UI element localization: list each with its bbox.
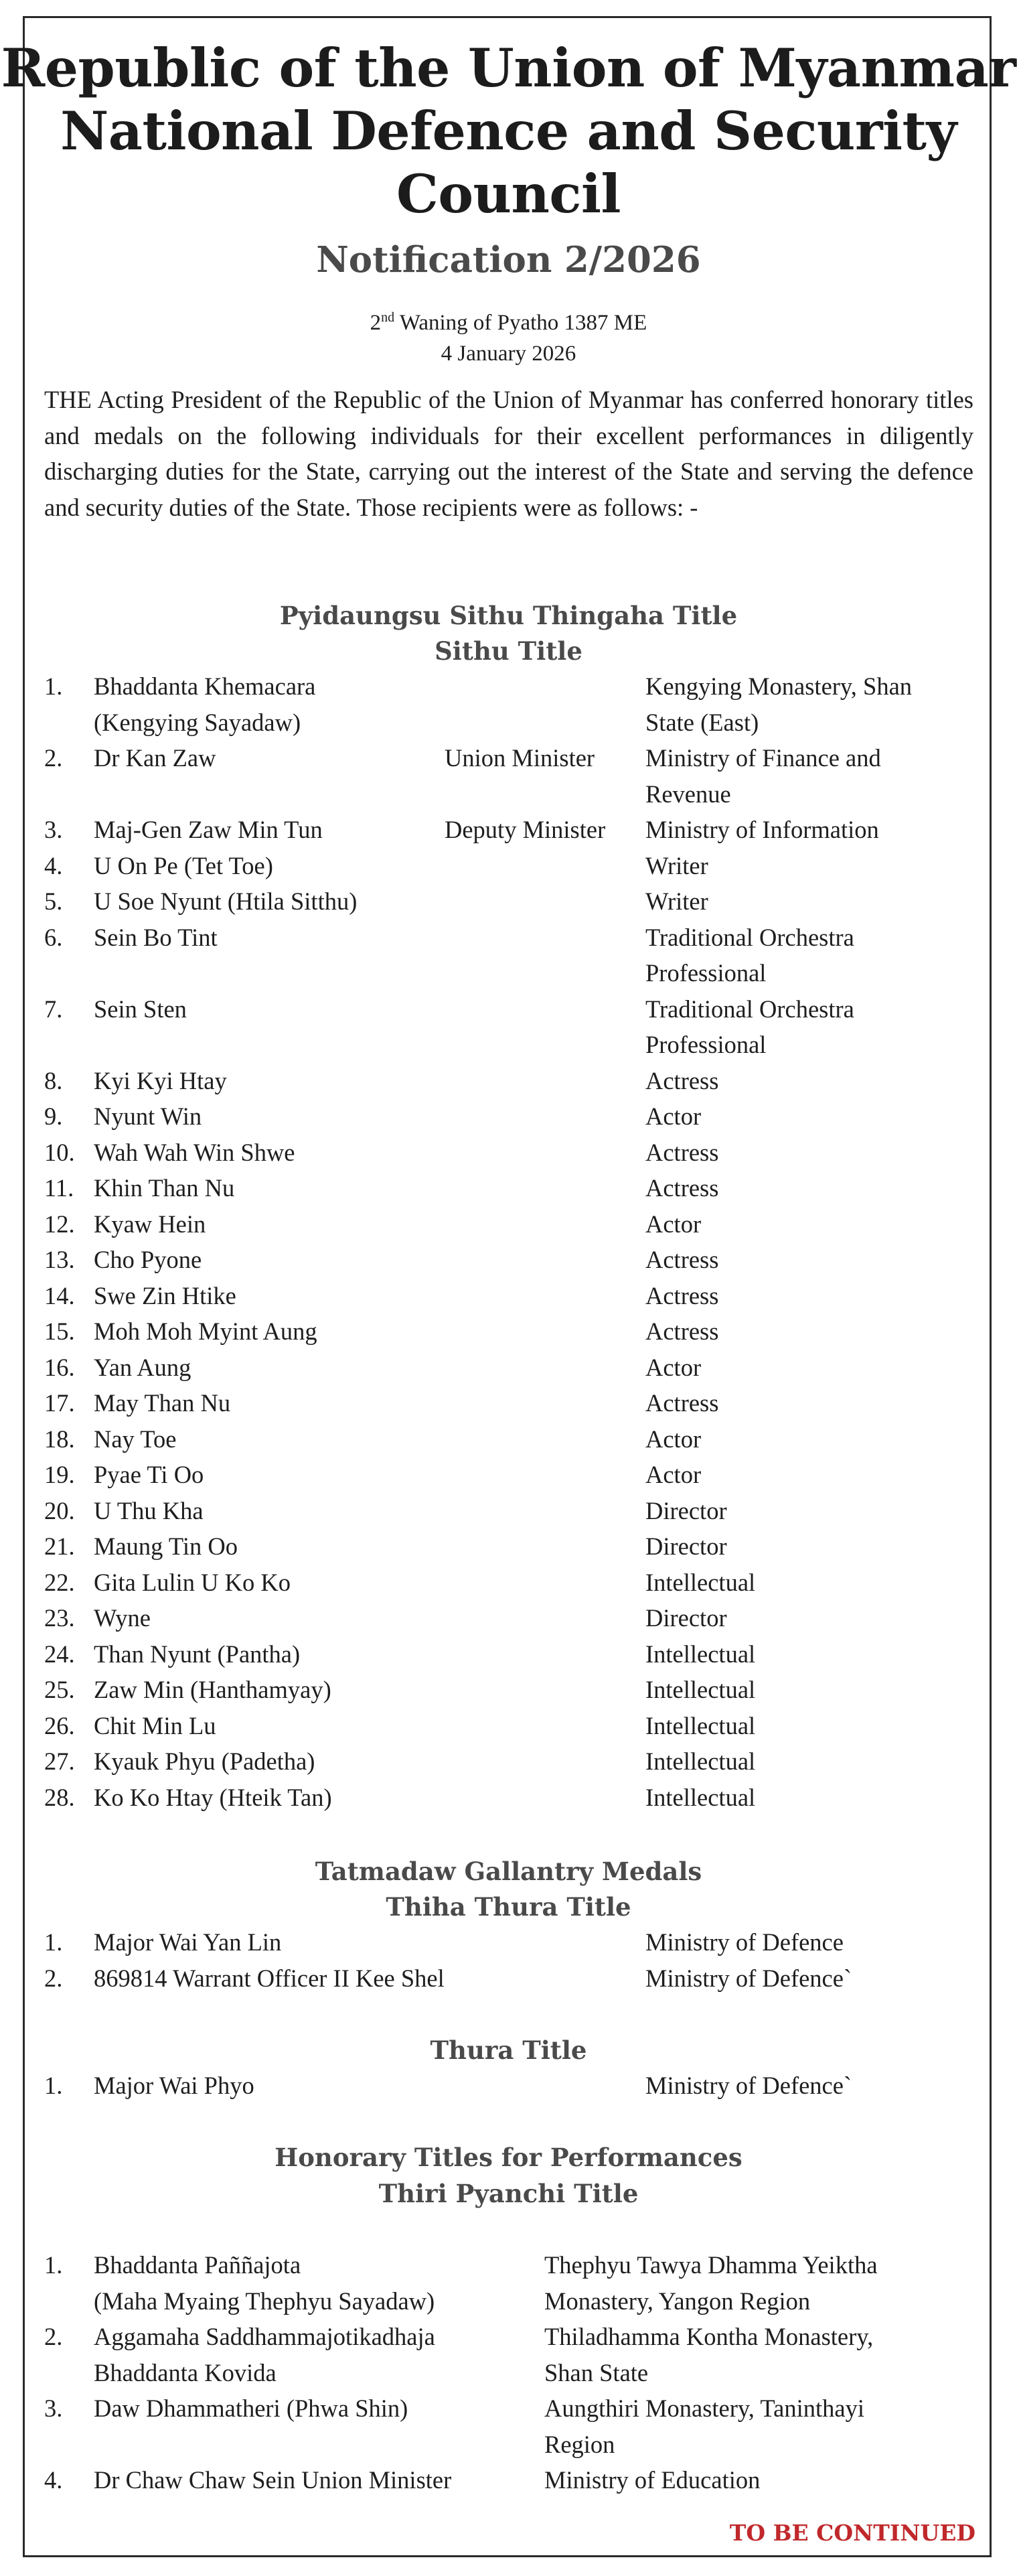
recipient-name: Wyne bbox=[94, 1604, 151, 1632]
recipient-name: Bhaddanta Khemacara bbox=[94, 672, 316, 700]
section-heading-thiri: Thiri Pyanchi Title bbox=[378, 2179, 639, 2208]
list-item-number: 2. bbox=[44, 1964, 63, 1992]
recipient-name: (Maha Myaing Thephyu Sayadaw) bbox=[94, 2287, 435, 2315]
recipient-affiliation: Professional bbox=[645, 1031, 767, 1058]
recipient-name: Aggamaha Saddhammajotikadhaja bbox=[94, 2323, 435, 2350]
recipient-affiliation: Actor bbox=[645, 1102, 702, 1130]
list-item-number: 3. bbox=[44, 816, 63, 843]
list-item-number: 1. bbox=[44, 2072, 63, 2099]
recipient-name: Khin Than Nu bbox=[94, 1174, 235, 1202]
recipient-affiliation: Revenue bbox=[645, 780, 731, 808]
recipient-affiliation: Director bbox=[645, 1604, 727, 1632]
myanmar-date: 2nd Waning of Pyatho 1387 ME bbox=[370, 310, 647, 335]
list-item-number: 22. bbox=[44, 1568, 75, 1596]
recipient-name: Maj-Gen Zaw Min Tun bbox=[94, 816, 323, 843]
recipient-name: Zaw Min (Hanthamyay) bbox=[94, 1676, 331, 1703]
recipient-affiliation: Intellectual bbox=[645, 1711, 756, 1739]
recipient-name: U Thu Kha bbox=[94, 1496, 204, 1524]
list-item-number: 11. bbox=[44, 1174, 74, 1202]
list-item-number: 21. bbox=[44, 1532, 75, 1560]
recipient-name: Chit Min Lu bbox=[94, 1711, 216, 1739]
list-item-number: 28. bbox=[44, 1783, 75, 1811]
recipient-affiliation: Writer bbox=[645, 851, 708, 879]
recipient-name: Dr Kan Zaw bbox=[94, 744, 216, 772]
list-item-number: 20. bbox=[44, 1496, 75, 1524]
recipient-affiliation: Actor bbox=[645, 1461, 702, 1488]
recipient-name: Sein Sten bbox=[94, 995, 187, 1023]
list-item-number: 8. bbox=[44, 1066, 63, 1094]
list-item-number: 17. bbox=[44, 1389, 75, 1417]
recipient-position: Deputy Minister bbox=[445, 816, 606, 843]
recipient-affiliation: Writer bbox=[645, 887, 708, 915]
recipient-affiliation: Ministry of Education bbox=[544, 2466, 761, 2494]
section-heading-gallantry: Tatmadaw Gallantry Medals bbox=[315, 1857, 702, 1886]
recipient-name: 869814 Warrant Officer II Kee Shel bbox=[94, 1964, 445, 1992]
recipient-affiliation: Intellectual bbox=[645, 1676, 756, 1703]
recipient-name: Pyae Ti Oo bbox=[94, 1461, 204, 1488]
recipient-name: Maung Tin Oo bbox=[94, 1532, 238, 1560]
recipient-position: Union Minister bbox=[445, 744, 595, 772]
recipient-affiliation: Intellectual bbox=[645, 1640, 756, 1668]
list-item-number: 16. bbox=[44, 1353, 75, 1381]
list-item-number: 18. bbox=[44, 1425, 75, 1453]
recipient-affiliation: Professional bbox=[645, 959, 767, 987]
list-item-number: 19. bbox=[44, 1461, 75, 1488]
recipient-affiliation: Director bbox=[645, 1532, 727, 1560]
headline-line-1: Republic of the Union of Myanmar bbox=[1, 37, 1016, 99]
recipient-name: Major Wai Yan Lin bbox=[94, 1928, 282, 1956]
list-item-number: 24. bbox=[44, 1640, 75, 1668]
list-item-number: 2. bbox=[44, 744, 63, 772]
recipient-name: Nyunt Win bbox=[94, 1102, 202, 1130]
recipient-affiliation: Traditional Orchestra bbox=[645, 995, 854, 1023]
recipient-affiliation: Actor bbox=[645, 1425, 702, 1453]
list-item-number: 9. bbox=[44, 1102, 63, 1130]
recipient-affiliation: Shan State bbox=[544, 2358, 649, 2386]
recipient-name: Bhaddanta Paññajota bbox=[94, 2251, 301, 2279]
headline-line-2: National Defence and Security bbox=[60, 100, 957, 162]
recipient-affiliation: Ministry of Information bbox=[645, 816, 879, 843]
recipient-name: Yan Aung bbox=[94, 1353, 191, 1381]
recipient-name: Major Wai Phyo bbox=[94, 2072, 254, 2099]
recipient-name: Swe Zin Htike bbox=[94, 1281, 236, 1309]
recipient-affiliation: Thephyu Tawya Dhamma Yeiktha bbox=[544, 2251, 878, 2279]
recipient-affiliation: Intellectual bbox=[645, 1568, 756, 1596]
recipient-name: Gita Lulin U Ko Ko bbox=[94, 1568, 291, 1596]
recipient-name: Ko Ko Htay (Hteik Tan) bbox=[94, 1783, 332, 1811]
section-heading-thiha: Thiha Thura Title bbox=[386, 1892, 631, 1922]
list-item-number: 26. bbox=[44, 1711, 75, 1739]
list-item-number: 25. bbox=[44, 1676, 75, 1703]
section-heading-sithu: Sithu Title bbox=[435, 636, 582, 666]
list-item-number: 7. bbox=[44, 995, 63, 1023]
list-item-number: 1. bbox=[44, 1928, 63, 1956]
recipient-name: Moh Moh Myint Aung bbox=[94, 1317, 317, 1345]
recipient-affiliation: Actress bbox=[645, 1389, 719, 1417]
list-item-number: 23. bbox=[44, 1604, 75, 1632]
list-item-number: 1. bbox=[44, 672, 63, 700]
list-item-number: 10. bbox=[44, 1138, 75, 1166]
list-item-number: 15. bbox=[44, 1317, 75, 1345]
recipient-affiliation: Aungthiri Monastery, Taninthayi bbox=[544, 2394, 864, 2422]
list-item-number: 6. bbox=[44, 923, 63, 951]
recipient-name: Sein Bo Tint bbox=[94, 923, 218, 951]
list-item-number: 3. bbox=[44, 2394, 63, 2422]
recipient-affiliation: Actress bbox=[645, 1246, 719, 1273]
list-item-number: 2. bbox=[44, 2323, 63, 2350]
headline-line-3: Council bbox=[396, 163, 621, 225]
recipient-name: May Than Nu bbox=[94, 1389, 231, 1417]
recipient-affiliation: Intellectual bbox=[645, 1783, 756, 1811]
recipient-affiliation: State (East) bbox=[645, 708, 759, 736]
list-item-number: 27. bbox=[44, 1747, 75, 1775]
recipient-name: Cho Pyone bbox=[94, 1246, 202, 1273]
section-heading-thura: Thura Title bbox=[430, 2035, 587, 2065]
section-heading-pyidaungsu: Pyidaungsu Sithu Thingaha Title bbox=[279, 601, 738, 630]
list-item-number: 12. bbox=[44, 1210, 75, 1238]
recipient-name: Nay Toe bbox=[94, 1425, 177, 1453]
recipient-affiliation: Actress bbox=[645, 1066, 719, 1094]
to-be-continued-label: TO BE CONTINUED bbox=[729, 2520, 975, 2546]
recipient-affiliation: Region bbox=[544, 2430, 615, 2458]
intro-paragraph: THE Acting President of the Republic of the Union of Myanmar has conferred honorary titles and medals on the following individuals for their excellent performances in diligently discharging duties for the State, carrying out the interest of the State and serving the defence and security duties of the State. Those recipients were as follows: - bbox=[44, 386, 973, 521]
recipient-name: Bhaddanta Kovida bbox=[94, 2358, 277, 2386]
recipient-affiliation: Kengying Monastery, Shan bbox=[645, 672, 913, 700]
list-item-number: 4. bbox=[44, 2466, 63, 2494]
recipient-affiliation: Director bbox=[645, 1496, 727, 1524]
recipient-affiliation: Ministry of Defence bbox=[645, 1928, 844, 1956]
recipient-name: Daw Dhammatheri (Phwa Shin) bbox=[94, 2394, 408, 2422]
notification-number: Notification 2/2026 bbox=[316, 239, 701, 281]
gregorian-date: 4 January 2026 bbox=[441, 342, 576, 366]
recipient-name: (Kengying Sayadaw) bbox=[94, 708, 301, 736]
recipient-name: Kyi Kyi Htay bbox=[94, 1066, 227, 1094]
recipient-name: Dr Chaw Chaw Sein Union Minister bbox=[94, 2466, 452, 2494]
list-item-number: 13. bbox=[44, 1246, 75, 1273]
recipient-affiliation: Actress bbox=[645, 1281, 719, 1309]
recipient-affiliation: Ministry of Finance and bbox=[645, 744, 881, 772]
list-item-number: 1. bbox=[44, 2251, 63, 2279]
recipient-affiliation: Thiladhamma Kontha Monastery, bbox=[544, 2323, 874, 2350]
recipient-name: Kyauk Phyu (Padetha) bbox=[94, 1747, 315, 1775]
recipient-affiliation: Traditional Orchestra bbox=[645, 923, 854, 951]
recipient-affiliation: Actor bbox=[645, 1210, 702, 1238]
section-heading-honorary: Honorary Titles for Performances bbox=[275, 2143, 742, 2172]
recipient-affiliation: Monastery, Yangon Region bbox=[544, 2287, 811, 2315]
recipient-name: U Soe Nyunt (Htila Sitthu) bbox=[94, 887, 358, 915]
recipient-name: Than Nyunt (Pantha) bbox=[94, 1640, 301, 1668]
recipient-affiliation: Ministry of Defence` bbox=[645, 1964, 852, 1992]
recipient-affiliation: Actor bbox=[645, 1353, 702, 1381]
recipient-name: Kyaw Hein bbox=[94, 1210, 206, 1238]
recipient-name: U On Pe (Tet Toe) bbox=[94, 851, 273, 879]
recipient-affiliation: Actress bbox=[645, 1317, 719, 1345]
recipient-affiliation: Ministry of Defence` bbox=[645, 2072, 852, 2099]
list-item-number: 5. bbox=[44, 887, 63, 915]
recipient-affiliation: Intellectual bbox=[645, 1747, 756, 1775]
recipient-name: Wah Wah Win Shwe bbox=[94, 1138, 295, 1166]
recipient-affiliation: Actress bbox=[645, 1174, 719, 1202]
recipient-affiliation: Actress bbox=[645, 1138, 719, 1166]
list-item-number: 4. bbox=[44, 851, 63, 879]
list-item-number: 14. bbox=[44, 1281, 75, 1309]
